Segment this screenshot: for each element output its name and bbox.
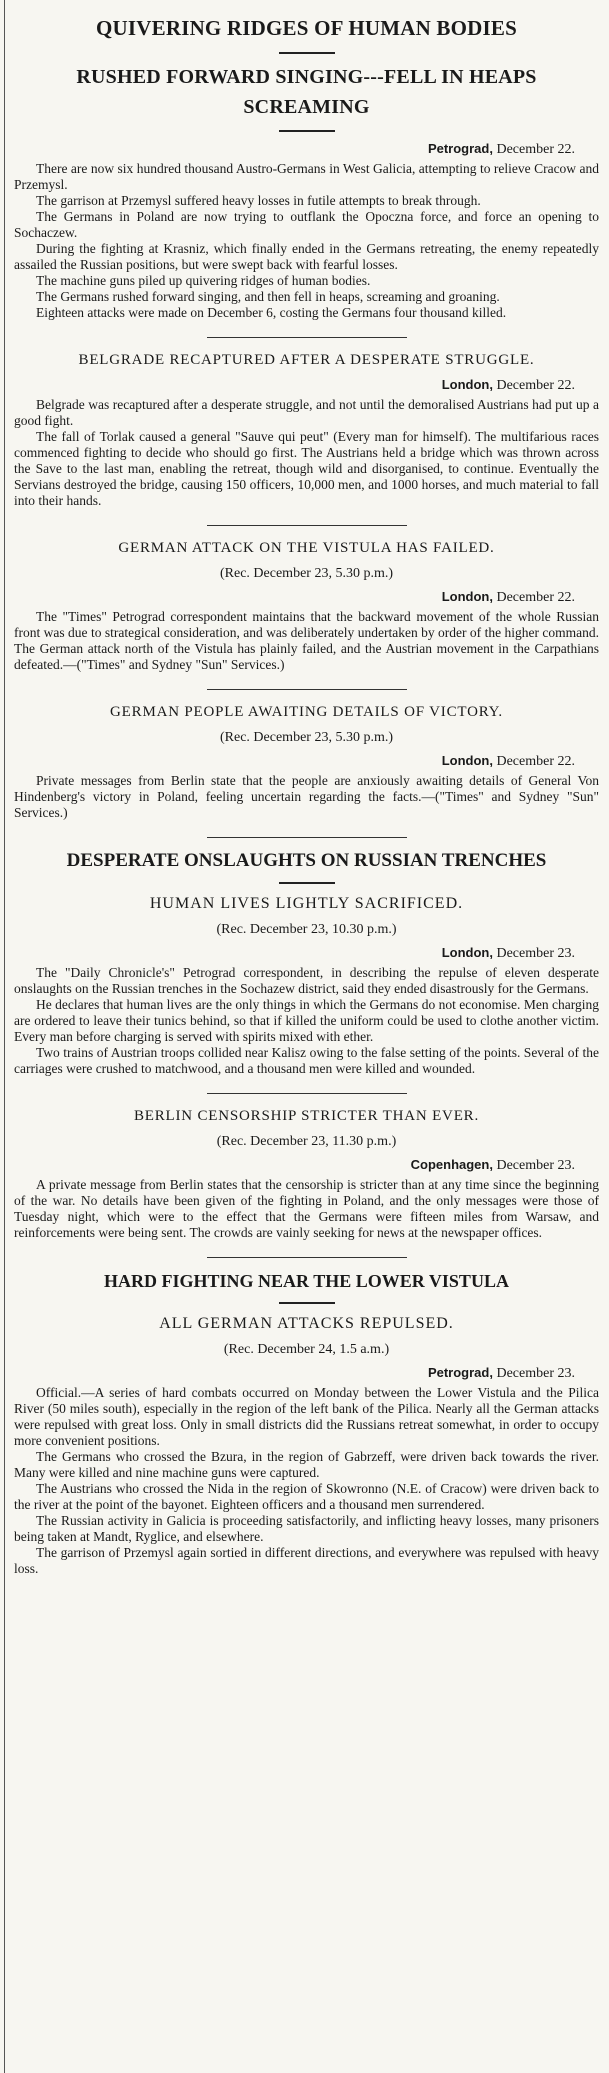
paragraph: The fall of Torlak caused a general "Sauve qui peut" (Every man for himself). The multifarious races commenced fighting to decide who should go first. The Austrians held a bridge which was thrown across the Save to the last man, enabling the retreat, though wild and disorganised, to continue. Eventually the Servians destroyed the bridge, causing 150 officers, 10,000 men, and 1000 horses, and much material to fall into their hands. bbox=[14, 429, 599, 508]
subheadline: ALL GERMAN ATTACKS REPULSED. bbox=[159, 1315, 454, 1332]
dateline-place: London, bbox=[441, 589, 493, 604]
dateline-place: London, bbox=[441, 753, 493, 768]
dateline-date: December 22. bbox=[496, 590, 575, 605]
received-time: (Rec. December 23, 10.30 p.m.) bbox=[216, 922, 397, 937]
headline: QUIVERING RIDGES OF HUMAN BODIES bbox=[95, 16, 517, 40]
dateline bbox=[14, 376, 599, 395]
paragraph: Belgrade was recaptured after a desperate struggle, and not until the demoralised Austrians had put up a good fight. bbox=[14, 397, 599, 428]
article-berlin-censorship bbox=[14, 1104, 599, 1241]
paragraph: Private messages from Berlin state that the people are anxiously awaiting details of General Von Hindenberg's victory in Poland, feeling uncertain regarding the facts.—("Times" and Sydney "Sun" Services.) bbox=[14, 773, 599, 820]
paragraph: The Germans rushed forward singing, and then fell in heaps, screaming and groaning. bbox=[36, 289, 500, 304]
section-divider bbox=[207, 837, 407, 838]
dateline-date: December 23. bbox=[496, 946, 575, 961]
dateline bbox=[14, 944, 599, 963]
section-divider bbox=[207, 1093, 407, 1094]
section-divider bbox=[207, 689, 407, 690]
dateline-place: Copenhagen, bbox=[410, 1157, 493, 1172]
headline: DESPERATE ONSLAUGHTS ON RUSSIAN TRENCHES bbox=[66, 850, 547, 871]
paragraph: Official.—A series of hard combats occurred on Monday between the Lower Vistula and the Pilica River (50 miles south), especially in the region of the left bank of the Pilica. Nearly all the German attacks were repulsed with great loss. Only in small districts did the Russians retreat somewhat, in order to occupy more convenient positions. bbox=[14, 1385, 599, 1448]
received-time: (Rec. December 23, 5.30 p.m.) bbox=[220, 730, 393, 745]
dateline bbox=[14, 1156, 599, 1175]
paragraph: The "Times" Petrograd correspondent maintains that the backward movement of the whole Russian front was due to strategical consideration, and was deliberately undertaken by order of the higher command. The German attack north of the Vistula has plainly failed, and the Austrian movement in the Carpathians defeated.—("Times" and Sydney "Sun" Services.) bbox=[14, 609, 599, 672]
paragraph: Eighteen attacks were made on December 6, costing the Germans four thousand killed. bbox=[36, 305, 507, 320]
received-time: (Rec. December 23, 11.30 p.m.) bbox=[216, 1134, 397, 1149]
paragraph: During the fighting at Krasniz, which finally ended in the Germans retreating, the enemy repeatedly assailed the Russian positions, but were swept back with fearful losses. bbox=[14, 241, 599, 272]
paragraph: The Germans in Poland are now trying to outflank the Opoczna force, and force an opening to Sochaczew. bbox=[14, 209, 599, 240]
dateline bbox=[14, 752, 599, 771]
article-desperate-onslaughts bbox=[14, 848, 599, 1077]
section-divider bbox=[207, 1257, 407, 1258]
dateline-place: London, bbox=[441, 945, 493, 960]
dateline-date: December 22. bbox=[496, 378, 575, 393]
section-divider bbox=[207, 337, 407, 338]
dateline-date: December 22. bbox=[496, 754, 575, 769]
paragraph: Two trains of Austrian troops collided near Kalisz owing to the false setting of the points. Several of the carriages were crushed to matchwood, and a thousand men were killed and wounded. bbox=[14, 1045, 599, 1076]
headline: HARD FIGHTING NEAR THE LOWER VISTULA bbox=[104, 1271, 509, 1291]
paragraph: The garrison of Przemysl again sortied in different directions, and everywhere was repulsed with heavy loss. bbox=[14, 1545, 599, 1576]
article-vistula-failed bbox=[14, 536, 599, 673]
paragraph: The garrison at Przemysl suffered heavy losses in futile attempts to break through. bbox=[36, 193, 481, 208]
subheadline: RUSHED FORWARD SINGING---FELL IN HEAPS SCREAMING bbox=[76, 66, 537, 118]
headline: GERMAN ATTACK ON THE VISTULA HAS FAILED. bbox=[118, 540, 495, 556]
section-divider bbox=[207, 525, 407, 526]
headline: BERLIN CENSORSHIP STRICTER THAN EVER. bbox=[133, 1108, 480, 1124]
dateline-place: Petrograd, bbox=[427, 141, 493, 156]
dateline bbox=[14, 140, 599, 159]
dateline bbox=[14, 1364, 599, 1383]
dateline-date: December 23. bbox=[496, 1366, 575, 1381]
article-quivering-ridges bbox=[14, 12, 599, 321]
subheadline: HUMAN LIVES LIGHTLY SACRIFICED. bbox=[149, 895, 464, 912]
paragraph: The Germans who crossed the Bzura, in the region of Gabrzeff, were driven back towards the river. Many were killed and nine machine guns were captured. bbox=[14, 1449, 599, 1480]
paragraph: He declares that human lives are the only things in which the Germans do not economise. Men charging are ordered to leave their tunics behind, so that if killed the uniform could be used to clothe another victim. Every man before charging is served with spirits mixed with ether. bbox=[14, 997, 599, 1044]
article-lower-vistula bbox=[14, 1268, 599, 1577]
paragraph: The machine guns piled up quivering ridges of human bodies. bbox=[36, 273, 371, 288]
article-german-people bbox=[14, 700, 599, 821]
headline: BELGRADE RECAPTURED AFTER A DESPERATE STRUGGLE. bbox=[78, 352, 535, 368]
column-rule bbox=[4, 0, 5, 2073]
dateline-date: December 23. bbox=[496, 1158, 575, 1173]
divider bbox=[279, 52, 335, 54]
paragraph: A private message from Berlin states that the censorship is stricter than at any time since the beginning of the war. No details have been given of the fighting in Poland, and the only messages were those of Tuesday night, which were to the effect that the Germans were fifteen miles from Warsaw, and reinforcements were being sent. The crowds are vainly seeking for news at the newspaper offices. bbox=[14, 1177, 599, 1240]
dateline bbox=[14, 588, 599, 607]
received-time: (Rec. December 23, 5.30 p.m.) bbox=[220, 566, 393, 581]
paragraph: There are now six hundred thousand Austro-Germans in West Galicia, attempting to relieve Cracow and Przemysl. bbox=[14, 161, 599, 192]
dateline-place: Petrograd, bbox=[427, 1365, 493, 1380]
divider bbox=[279, 882, 335, 884]
divider bbox=[279, 1302, 335, 1304]
paragraph: The Austrians who crossed the Nida in the region of Skowronno (N.E. of Cracow) were driven back to the river at the point of the bayonet. Eighteen officers and a thousand men surrendered. bbox=[14, 1481, 599, 1512]
received-time: (Rec. December 24, 1.5 a.m.) bbox=[223, 1342, 390, 1357]
dateline-date: December 22. bbox=[496, 142, 575, 157]
dateline-place: London, bbox=[441, 377, 493, 392]
divider bbox=[279, 130, 335, 132]
article-belgrade bbox=[14, 348, 599, 509]
paragraph: The Russian activity in Galicia is proceeding satisfactorily, and inflicting heavy losses, many prisoners being taken at Mandt, Ryglice, and elsewhere. bbox=[14, 1513, 599, 1544]
headline: GERMAN PEOPLE AWAITING DETAILS OF VICTORY. bbox=[110, 704, 503, 720]
paragraph: The "Daily Chronicle's" Petrograd correspondent, in describing the repulse of eleven desperate onslaughts on the Russian trenches in the Sochazew district, said they ended disastrously for the Germans. bbox=[14, 965, 599, 996]
